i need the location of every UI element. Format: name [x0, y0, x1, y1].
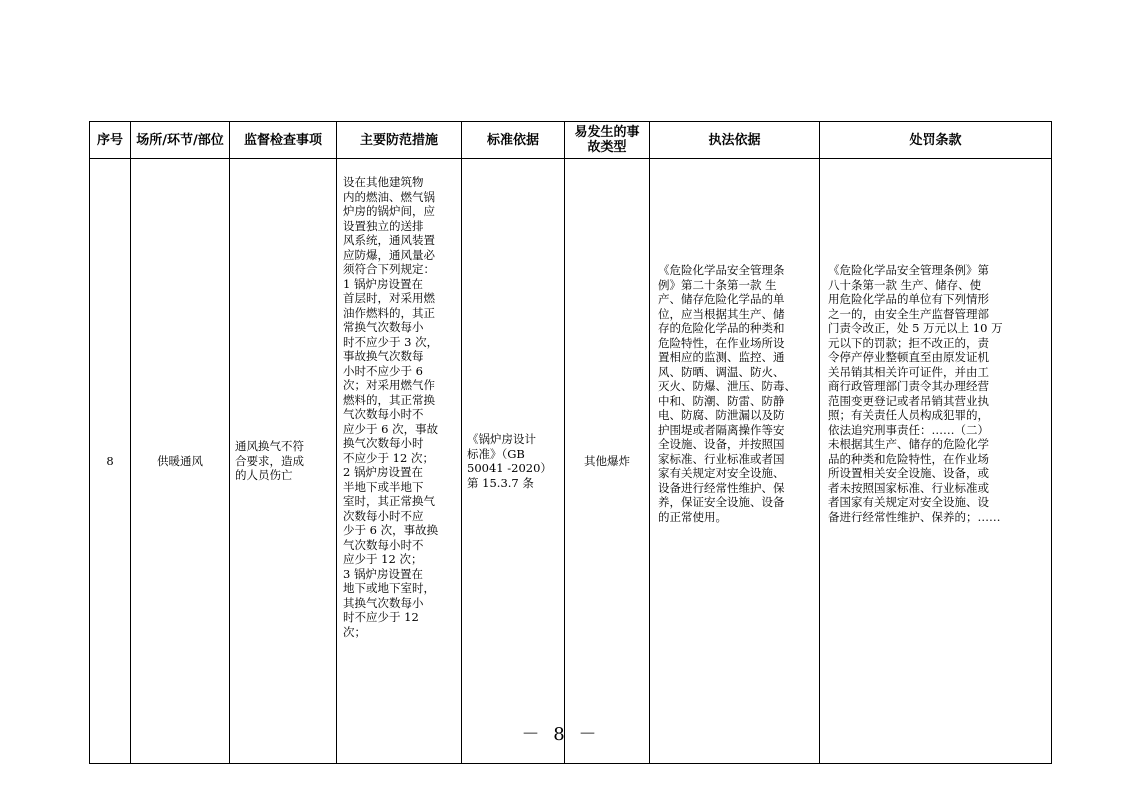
penalty-line: 商行政管理部门责令其办理经营 — [828, 379, 989, 393]
page-number: － 8 － — [521, 724, 601, 745]
header-accident-type-line: 易发生的事 — [574, 125, 640, 140]
header-accident-type — [565, 122, 650, 159]
header-law: 执法依据 — [650, 122, 820, 159]
header-row — [90, 122, 1052, 159]
standard-line: 第 15.3.7 条 — [467, 475, 534, 490]
regulation-table — [89, 121, 1052, 764]
law-line: 危险特性，在作业场所设 — [658, 335, 785, 350]
measure-line: 风系统，通风装置 — [343, 233, 435, 247]
measure-line: 其换气次数每小 — [343, 595, 424, 610]
standard-line: 《锅炉房设计 — [467, 432, 536, 446]
header-standard: 标准依据 — [462, 122, 565, 159]
measure-line: 应少于 12 次； — [343, 552, 423, 566]
measure-line: 小时不应少于 6 — [343, 363, 423, 378]
penalty-line: 品的种类和危险特性，在作业场 — [828, 451, 989, 466]
row-law — [650, 159, 820, 764]
row-penalty — [820, 159, 1052, 764]
law-line: 的正常使用。 — [658, 509, 727, 524]
penalty-line: 门责令改正，处 5 万元以上 10 万 — [828, 321, 1003, 335]
law-line: 电、防腐、防泄漏以及防 — [658, 408, 785, 422]
inspection-item-line: 的人员伤亡 — [235, 468, 293, 483]
header-measures: 主要防范措施 — [337, 122, 462, 159]
law-line: 家有关规定对安全设施、 — [658, 466, 785, 480]
measure-line: 次； — [343, 624, 366, 639]
row-standard — [462, 159, 565, 764]
row-index: 8 — [90, 159, 131, 764]
measure-line: 半地下或半地下 — [343, 479, 424, 494]
law-line: 产、储存危险化学品的单 — [658, 292, 785, 306]
measure-line: 1 锅炉房设置在 — [343, 276, 423, 291]
penalty-line: 者国家有关规定对安全设施、设 — [828, 495, 989, 509]
law-line: 设备进行经常性维护、保 — [658, 480, 785, 495]
measure-line: 气次数每小时不 — [343, 407, 424, 421]
penalty-line: 者未按照国家标准、行业标准或 — [828, 480, 989, 495]
measure-line: 油作燃料的，其正 — [343, 305, 435, 320]
penalty-line: 令停产停业整顿直至由原发证机 — [828, 350, 989, 364]
row-accident-type: 其他爆炸 — [565, 159, 650, 764]
measure-line: 2 锅炉房设置在 — [343, 465, 423, 479]
header-index: 序号 — [90, 122, 131, 159]
law-line: 《危险化学品安全管理条 — [658, 263, 785, 277]
law-line: 风、防晒、调温、防火、 — [658, 364, 785, 379]
penalty-line: 未根据其生产、储存的危险化学 — [828, 437, 989, 451]
table-row — [90, 159, 1052, 764]
header-inspection-item: 监督检查事项 — [230, 122, 337, 159]
penalty-line: 照；有关责任人员构成犯罪的， — [828, 408, 989, 422]
penalty-line: 八十条第一款 生产、储存、使 — [828, 277, 982, 292]
standard-line: 标准》（GB — [467, 446, 525, 461]
header-location: 场所/环节/部位 — [131, 122, 230, 159]
penalty-line: 元以下的罚款；拒不改正的，责 — [828, 335, 989, 350]
row-location: 供暖通风 — [131, 159, 230, 764]
law-line: 存的危险化学品的种类和 — [658, 321, 785, 335]
inspection-item-line: 合要求，造成 — [235, 453, 304, 468]
penalty-line: 用危险化学品的单位有下列情形 — [828, 292, 989, 306]
law-line: 灭火、防爆、泄压、防毒、 — [658, 379, 796, 393]
law-line: 全设施、设备，并按照国 — [658, 437, 785, 451]
law-line: 中和、防潮、防雷、防静 — [658, 393, 785, 408]
law-line: 置相应的监测、监控、通 — [658, 350, 785, 364]
measure-line: 地下或地下室时， — [343, 581, 435, 595]
measure-line: 常换气次数每小 — [343, 320, 424, 334]
measure-line: 少于 6 次，事故换 — [343, 523, 439, 537]
measure-line: 应防爆，通风量必 — [343, 247, 435, 262]
penalty-line: 关吊销其相关许可证件，并由工 — [828, 364, 989, 379]
header-accident-type-line: 故类型 — [587, 140, 627, 155]
row-inspection-item — [230, 159, 337, 764]
law-line: 养，保证安全设施、设备 — [658, 495, 785, 509]
measure-line: 燃料的，其正常换 — [343, 392, 435, 407]
law-line: 家标准、行业标准或者国 — [658, 451, 785, 466]
measure-line: 设置独立的送排 — [343, 218, 424, 233]
measure-line: 次数每小时不应 — [343, 508, 424, 523]
measure-line: 时不应少于 12 — [343, 610, 419, 624]
measure-line: 时不应少于 3 次， — [343, 334, 439, 349]
penalty-line: 备进行经常性维护、保养的；…… — [828, 509, 1001, 524]
measure-line: 内的燃油、燃气锅 — [343, 189, 435, 204]
measure-line: 首层时，对采用燃 — [343, 291, 435, 305]
measure-line: 应少于 6 次，事故 — [343, 421, 439, 436]
measure-line: 3 锅炉房设置在 — [343, 566, 423, 581]
measure-line: 换气次数每小时 — [343, 436, 424, 450]
law-line: 位，应当根据其生产、储 — [658, 306, 785, 321]
inspection-item-line: 通风换气不符 — [235, 439, 304, 454]
law-line: 护围堤或者隔离操作等安 — [658, 422, 785, 437]
penalty-line: 之一的，由安全生产监督管理部 — [828, 306, 989, 321]
law-line: 例》第二十条第一款 生 — [658, 277, 777, 292]
measure-line: 事故换气次数每 — [343, 349, 424, 363]
penalty-line: 《危险化学品安全管理条例》第 — [828, 263, 989, 277]
measure-line: 设在其他建筑物 — [343, 175, 424, 189]
standard-line: 50041 -2020） — [467, 461, 552, 475]
measure-line: 炉房的锅炉间，应 — [343, 204, 435, 218]
measure-line: 气次数每小时不 — [343, 537, 424, 552]
measure-line: 室时，其正常换气 — [343, 494, 435, 508]
measure-line: 不应少于 12 次； — [343, 450, 434, 465]
penalty-line: 范围变更登记或者吊销其营业执 — [828, 393, 989, 408]
penalty-line: 所设置相关安全设施、设备，或 — [828, 466, 989, 480]
row-measures — [337, 159, 462, 764]
measure-line: 次；对采用燃气作 — [343, 378, 435, 392]
penalty-line: 依法追究刑事责任：……（二） — [828, 422, 989, 437]
measure-line: 须符合下列规定： — [343, 262, 435, 276]
header-penalty: 处罚条款 — [820, 122, 1052, 159]
